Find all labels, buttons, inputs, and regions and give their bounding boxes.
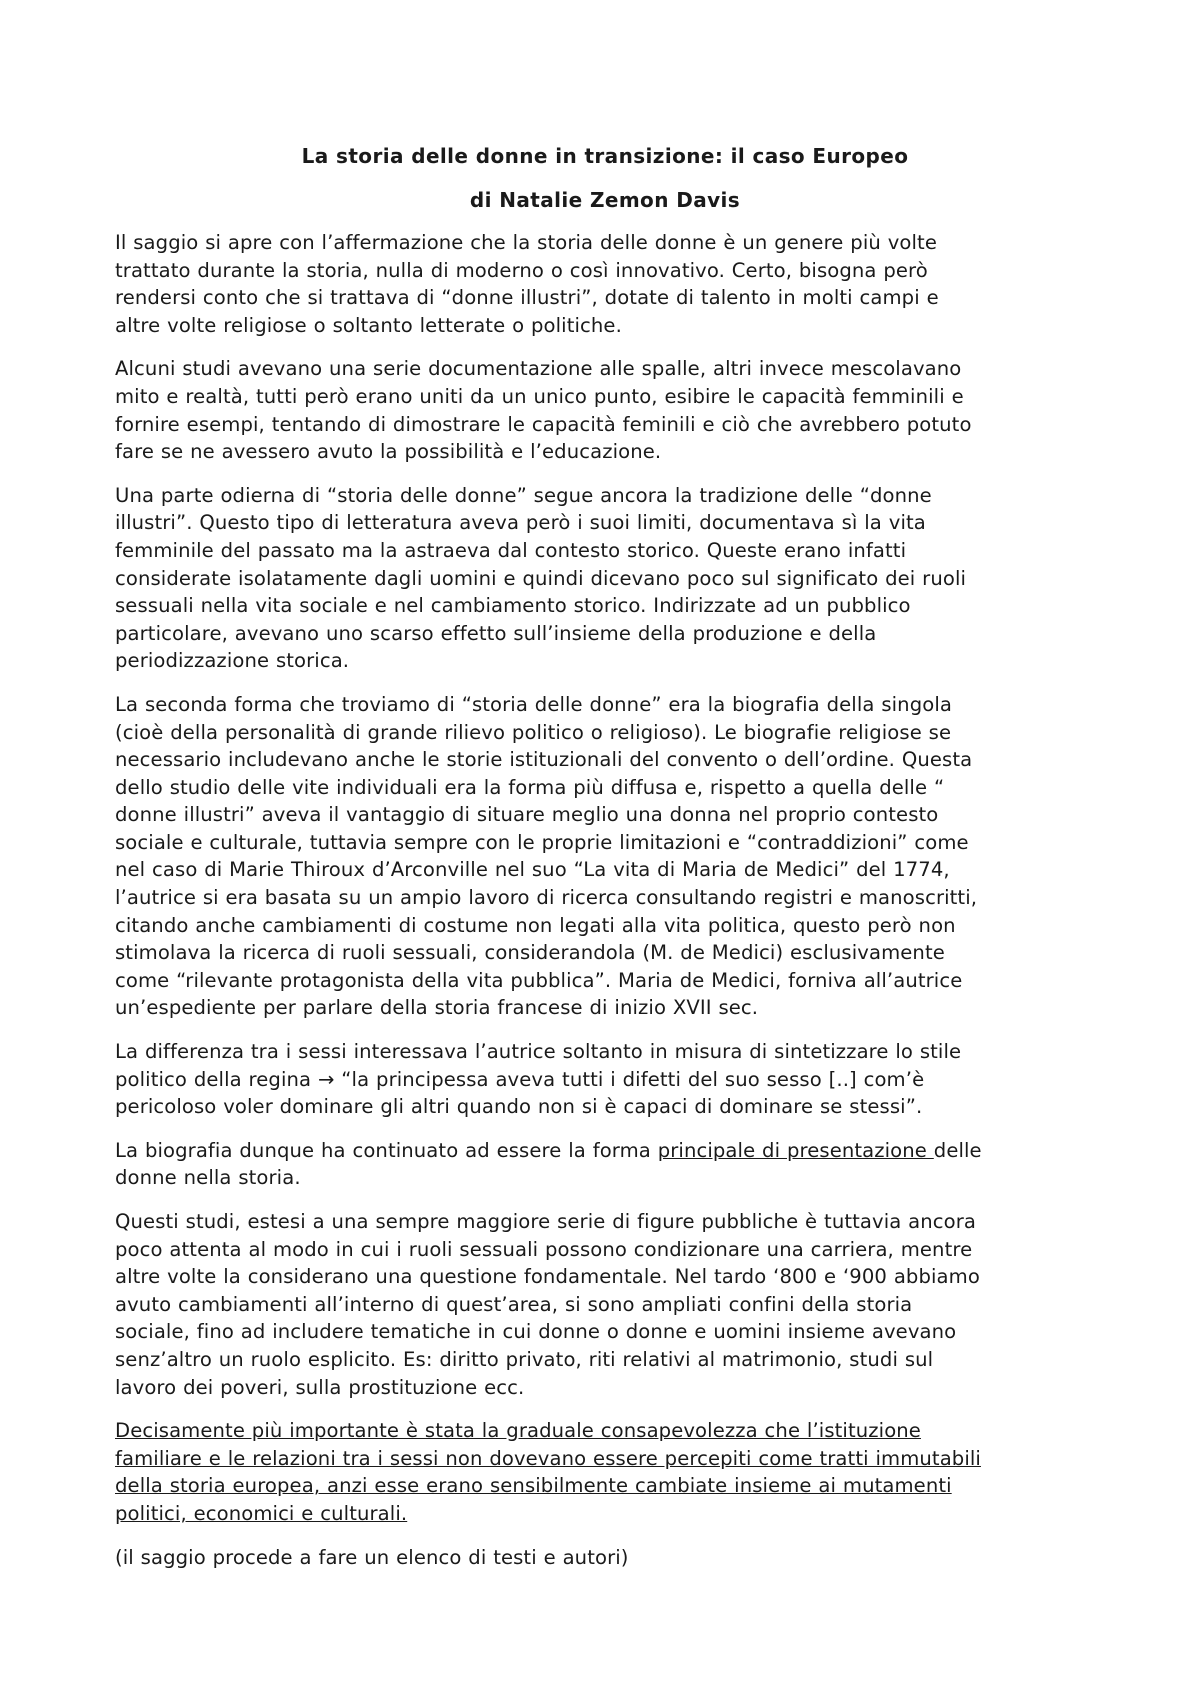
text-line: senz’altro un ruolo esplicito. Es: diritto privato, riti relativi al matrimonio, studi sul: [115, 1347, 934, 1371]
paragraph: [115, 229, 1095, 339]
paragraph: [115, 1208, 1095, 1401]
underlined-phrase: principale di presentazione: [657, 1138, 934, 1162]
text-line: sociale e culturale, tuttavia sempre con le proprie limitazioni e “contraddizioni” come: [115, 830, 969, 854]
text-line: [115, 1139, 982, 1162]
text-line: periodizzazione storica.: [115, 649, 350, 673]
text-line: Questi studi, estesi a una sempre maggiore serie di figure pubbliche è tuttavia ancora: [115, 1210, 977, 1233]
text-line: familiare e le relazioni tra i sessi non dovevano essere percepiti come tratti immutabili: [115, 1446, 981, 1470]
text-line: donne nella storia.: [115, 1166, 301, 1190]
text-line: stimolava la ricerca di ruoli sessuali, considerandola (M. de Medici) esclusivamente: [115, 941, 945, 965]
text-line: citando anche cambiamenti di costume non legati alla vita politica, questo però non: [115, 913, 956, 937]
closing-note: (il saggio procede a fare un elenco di testi e autori): [115, 1545, 629, 1569]
paragraph: [115, 691, 1095, 1022]
text-line: politico della regina → “la principessa aveva tutti i difetti del suo sesso [..] com’è: [115, 1067, 925, 1091]
text-line: sessuali nella vita sociale e nel cambiamento storico. Indirizzate ad un pubblico: [115, 594, 911, 618]
paragraph: [115, 1038, 1095, 1121]
text-line: femminile del passato ma la astraeva dal contesto storico. Queste erano infatti: [115, 538, 907, 562]
text-line: Una parte odierna di “storia delle donne” segue ancora la tradizione delle “donne: [115, 483, 932, 507]
text-line: (cioè della personalità di grande rilievo politico o religioso). Le biografie religiose se: [115, 720, 952, 744]
text-line: Il saggio si apre con l’affermazione che la storia delle donne è un genere più volte: [115, 231, 937, 254]
text-line: un’espediente per parlare della storia francese di inizio XVII sec.: [115, 996, 759, 1020]
paragraph: [115, 482, 1095, 675]
text-line: donne illustri” aveva il vantaggio di situare meglio una donna nel proprio contesto: [115, 803, 939, 827]
text-line: rendersi conto che si trattava di “donne illustri”, dotate di talento in molti campi e: [115, 286, 939, 310]
text-line: Decisamente più importante è stata la graduale consapevolezza che l’istituzione: [115, 1419, 921, 1443]
text-line: nel caso di Marie Thiroux d’Arconville nel suo “La vita di Maria de Medici” del 1774,: [115, 858, 950, 882]
document-body: [115, 141, 1095, 1587]
text-line: pericoloso voler dominare gli altri quando non si è capaci di dominare se stessi”.: [115, 1095, 923, 1119]
text-line: necessario includevano anche le storie istituzionali del convento o dell’ordine. Questa: [115, 748, 973, 772]
text-run: delle: [933, 1138, 982, 1162]
paragraph-group-1: [115, 229, 1095, 1121]
text-line: l’autrice si era basata su un ampio lavoro di ricerca consultando registri e manoscritti,: [115, 886, 978, 910]
text-line: altre volte religiose o soltanto letterate o politiche.: [115, 313, 622, 337]
text-line: particolare, avevano uno scarso effetto sull’insieme della produzione e della: [115, 621, 877, 645]
underlined-paragraph: [115, 1417, 1095, 1527]
text-line: altre volte la considerano una questione fondamentale. Nel tardo ‘800 e ‘900 abbiamo: [115, 1265, 980, 1289]
text-line: poco attenta al modo in cui i ruoli sessuali possono condizionare una carriera, mentre: [115, 1237, 973, 1261]
text-line: della storia europea, anzi esse erano sensibilmente cambiate insieme ai mutamenti: [115, 1474, 952, 1498]
text-line: politici, economici e culturali.: [115, 1501, 408, 1525]
text-run: La biografia dunque ha continuato ad essere la forma: [115, 1138, 658, 1162]
text-line: La seconda forma che troviamo di “storia delle donne” era la biografia della singola: [115, 692, 952, 716]
text-line: illustri”. Questo tipo di letteratura aveva però i suoi limiti, documentava sì la vita: [115, 511, 926, 535]
text-line: trattato durante la storia, nulla di moderno o così innovativo. Certo, bisogna però: [115, 258, 928, 282]
text-line: Alcuni studi avevano una serie documentazione alle spalle, altri invece mescolavano: [115, 357, 962, 381]
text-line: dello studio delle vite individuali era la forma più diffusa e, rispetto a quella delle “: [115, 775, 945, 799]
document-author: di Natalie Zemon Davis: [469, 188, 741, 212]
text-line: avuto cambiamenti all’interno di quest’area, si sono ampliati confini della storia: [115, 1292, 913, 1316]
text-line: lavoro dei poveri, sulla prostituzione ecc.: [115, 1375, 525, 1399]
text-line: sociale, fino ad includere tematiche in cui donne o donne e uomini insieme avevano: [115, 1320, 957, 1344]
document-title: La storia delle donne in transizione: il caso Europeo: [301, 144, 909, 168]
text-line: La differenza tra i sessi interessava l’autrice soltanto in misura di sintetizzare lo stile: [115, 1040, 962, 1064]
text-line: considerate isolatamente dagli uomini e quindi dicevano poco sul significato dei ruoli: [115, 566, 967, 590]
paragraph-group-2: [115, 1208, 1095, 1401]
text-line: come “rilevante protagonista della vita pubblica”. Maria de Medici, forniva all’autrice: [115, 968, 963, 992]
text-line: fare se ne avessero avuto la possibilità e l’educazione.: [115, 440, 662, 464]
text-line: fornire esempi, tentando di dimostrare le capacità feminili e ciò che avrebbero potuto: [115, 412, 972, 436]
biografia-paragraph: [115, 1137, 1095, 1192]
paragraph: [115, 355, 1095, 465]
text-line: mito e realtà, tutti però erano uniti da un unico punto, esibire le capacità femminili e: [115, 384, 964, 408]
